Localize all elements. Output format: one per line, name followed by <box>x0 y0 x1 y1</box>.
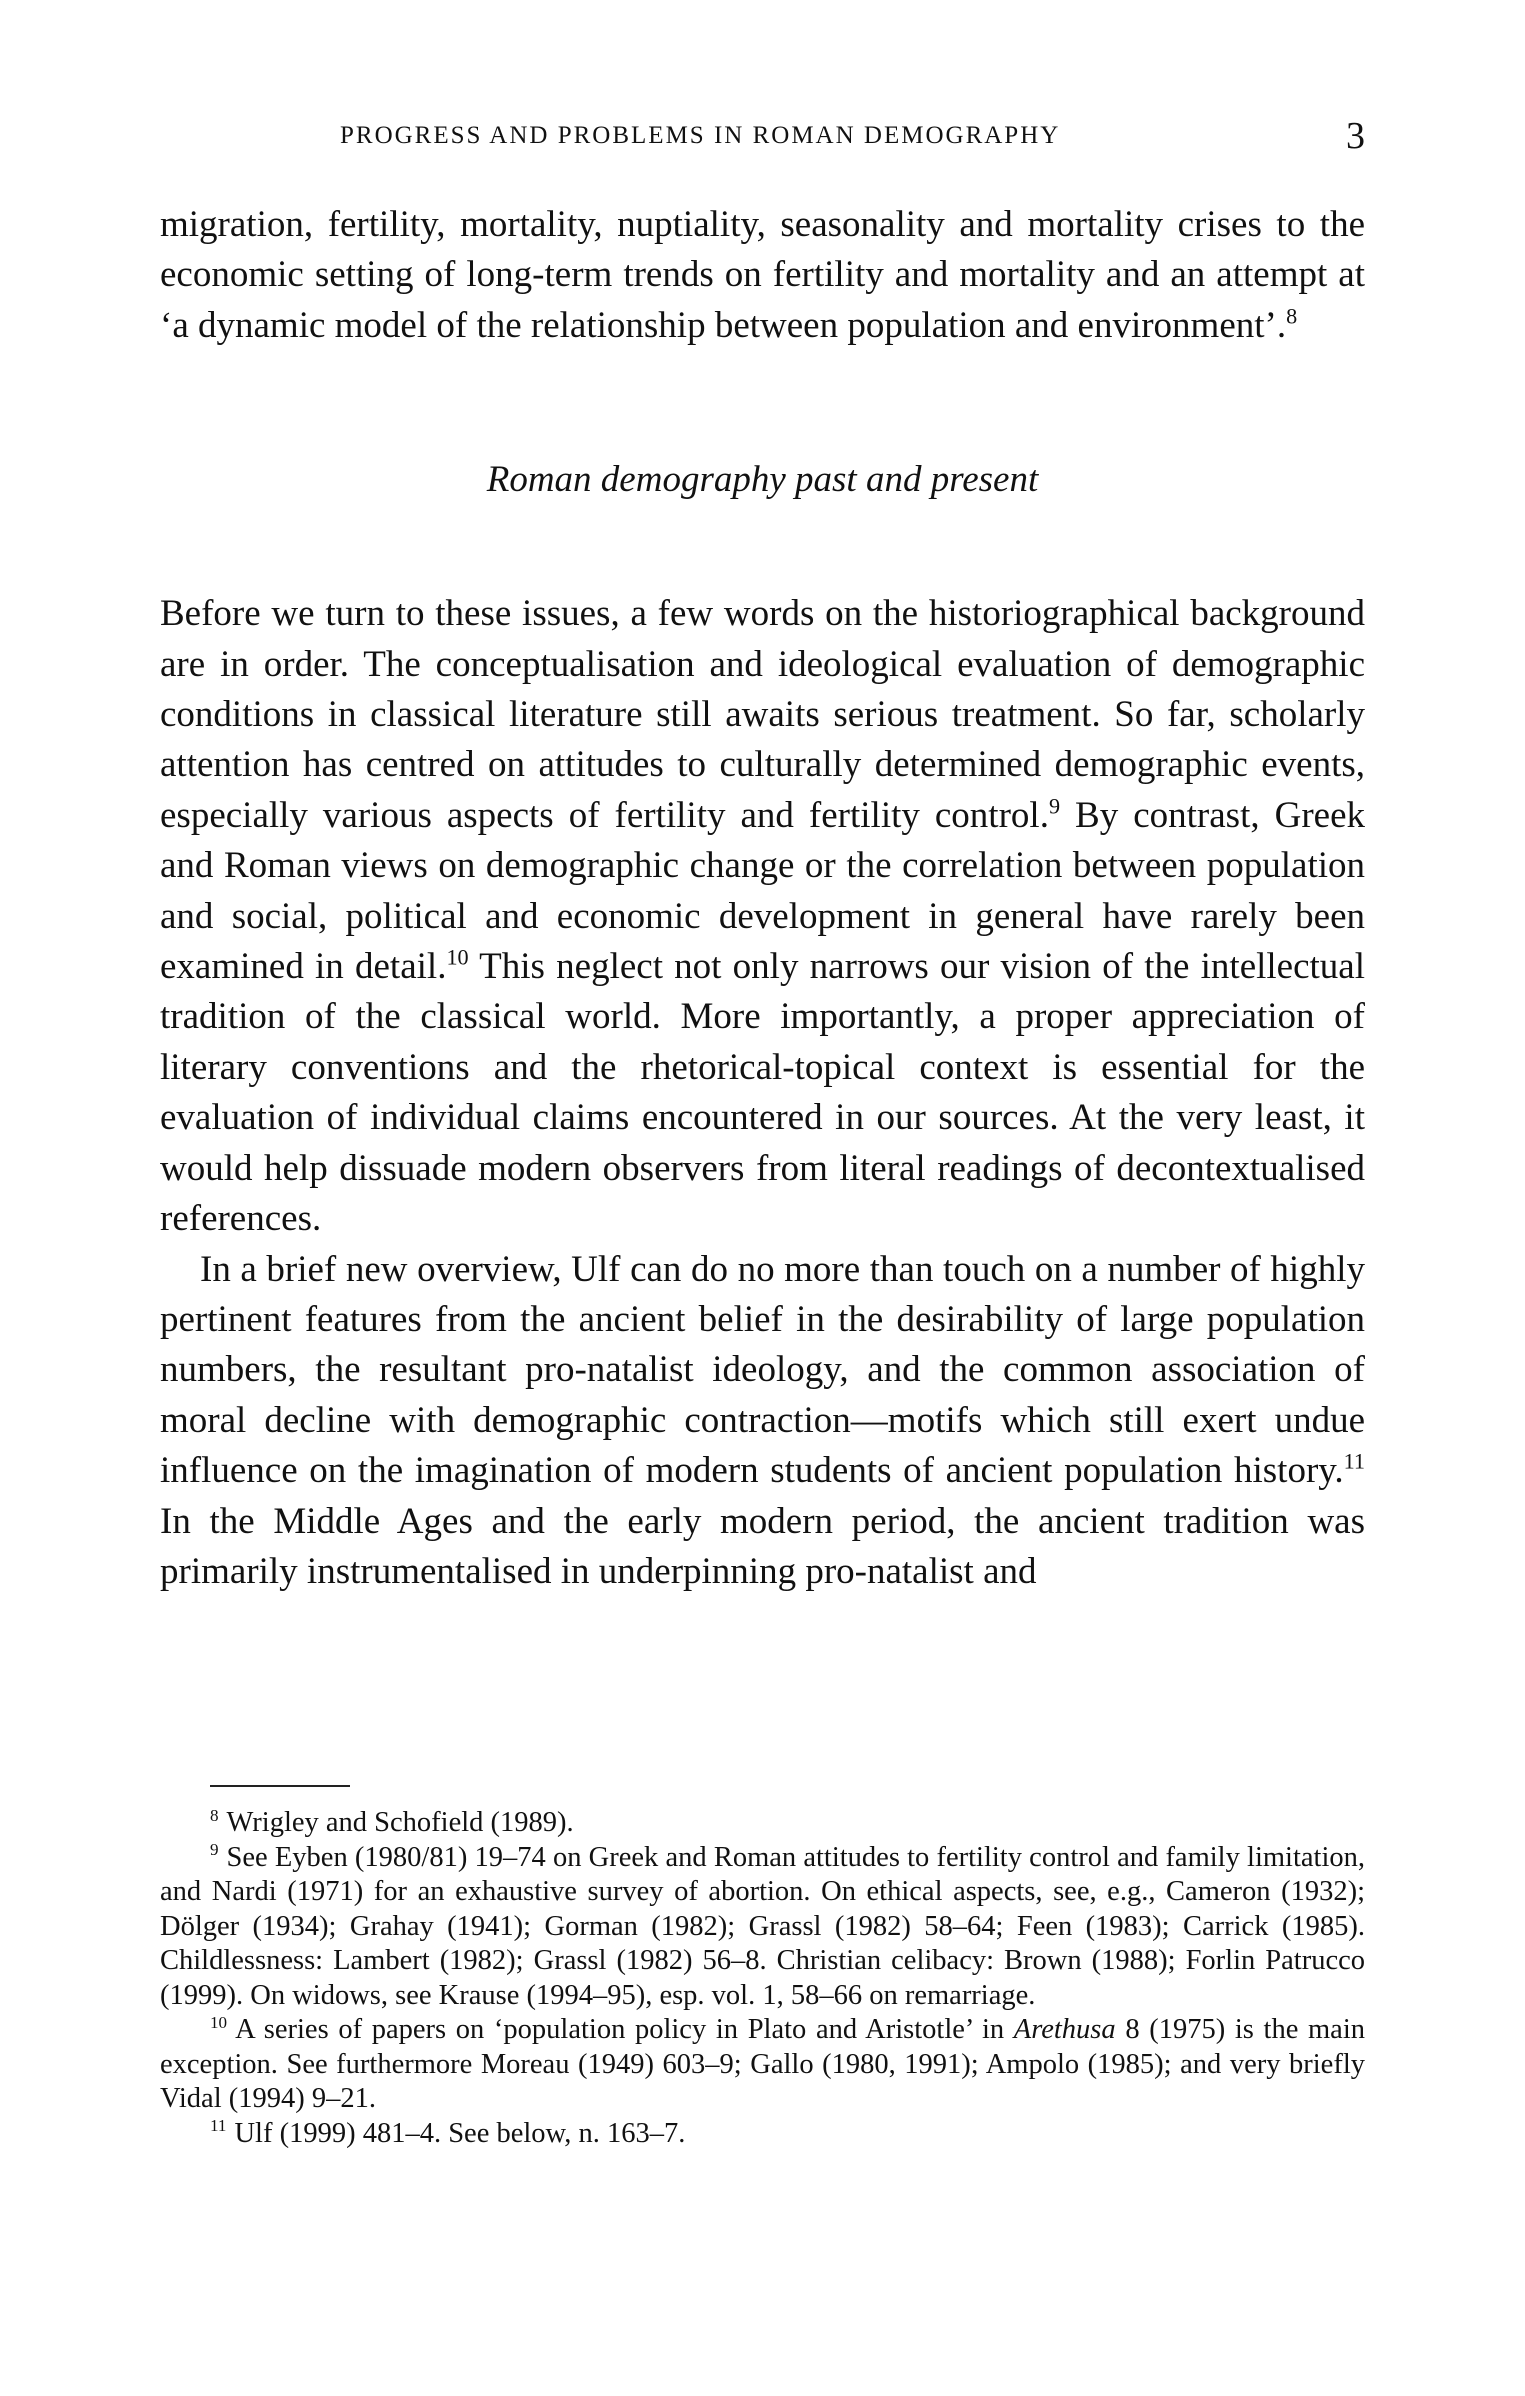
footnote-text: Ulf (1999) 481–4. See below, n. 163–7. <box>234 2117 686 2149</box>
page-number: 3 <box>1346 115 1365 157</box>
footnotes <box>160 1806 1365 2151</box>
footnote-11 <box>160 2117 1365 2152</box>
footnote-number: 9 <box>210 1840 219 1859</box>
footnote-8 <box>160 1806 1365 1841</box>
continued-paragraph <box>160 200 1365 351</box>
footnote-divider <box>210 1785 350 1787</box>
footnote-ref-10: 10 <box>446 944 469 970</box>
paragraph-text: By contrast, Greek and Roman views on demographic change or the correlation between population and social, political and economic development in general have rarely been examined in detail. <box>160 794 1365 988</box>
footnote-text: A series of papers on ‘population policy in Plato and Aristotle’ in <box>235 2014 1014 2045</box>
paragraph-text: Before we turn to these issues, a few words on the historiographical background are in order. The conceptualisation and ideological evaluation of demographic conditions in classical literature still awaits serious treatment. So far, scholarly attention has centred on attitudes to culturally determined demographic events, especially various aspects of fertility and fertility control. <box>160 593 1365 836</box>
footnote-ref-8: 8 <box>1286 303 1298 329</box>
paragraph-text: In a brief new overview, Ulf can do no more than touch on a number of highly pertinent features from the ancient belief in the desirability of large population numbers, the resultant pro-natalist ideology, and the common association of moral decline with demographic contraction—motifs which still exert undue influence on the imagination of modern students of ancient population history. <box>160 1248 1365 1492</box>
footnote-ref-11: 11 <box>1343 1448 1365 1474</box>
footnote-number: 10 <box>210 2012 228 2032</box>
paragraph-text: migration, fertility, mortality, nuptiality, seasonality and mortality crises to the economic setting of long-term trends on fertility and mortality and an attempt at ‘a dynamic model of the relationship between population and environment’. <box>160 204 1365 346</box>
footnote-9 <box>160 1841 1365 2014</box>
footnote-ref-9: 9 <box>1048 793 1061 819</box>
footnote-number: 11 <box>210 2116 227 2135</box>
main-text <box>160 200 1365 1597</box>
footnote-number: 8 <box>210 1805 219 1825</box>
footnote-10 <box>160 2013 1365 2117</box>
paragraph-text: In the Middle Ages and the early modern period, the ancient tradition was primarily instrumentalised in underpinning pro-natalist and <box>160 1500 1365 1592</box>
paragraph-text: This neglect not only narrows our vision of the intellectual tradition of the classical world. More importantly, a proper appreciation of literary conventions and the rhetorical-topical context is essential for the evaluation of individual claims encountered in our sources. At the very least, it would help dissuade modern observers from literal readings of decontextualised references. <box>160 946 1365 1240</box>
running-title: PROGRESS AND PROBLEMS IN ROMAN DEMOGRAPHY <box>340 122 1061 149</box>
footnote-text: Wrigley and Schofield (1989). <box>226 1807 574 1838</box>
footnote-text: See Eyben (1980/81) 19–74 on Greek and Roman attitudes to fertility control and family limitation, and Nardi (1971) for an exhaustive survey of abortion. On ethical aspects, see, e.g., Cameron (1932); Dölger (1934); Grahay (1941); Gorman (1982); Grassl (1982) 58–64; Feen (1983); Carrick (1985). Childlessness: Lambert (1982); Grassl (1982) 56–8. Christian celibacy: Brown (1988); Forlin Patrucco (1999). On widows, see Krause (1994–95), esp. vol. 1, 58–66 on remarriage. <box>160 1841 1365 2011</box>
section-heading: Roman demography past and present <box>486 459 1039 501</box>
running-head <box>160 114 1365 157</box>
journal-title: Arethusa <box>1013 2014 1116 2045</box>
paragraph-historiography <box>160 589 1365 1244</box>
paragraph-ulf-overview <box>160 1245 1365 1598</box>
footnote-text: 8 (1975) is the main exception. See furthermore Moreau (1949) 603–9; Gallo (1980, 1991); Ampolo (1985); and very briefly Vidal (1994) 9–21. <box>160 2014 1366 2114</box>
